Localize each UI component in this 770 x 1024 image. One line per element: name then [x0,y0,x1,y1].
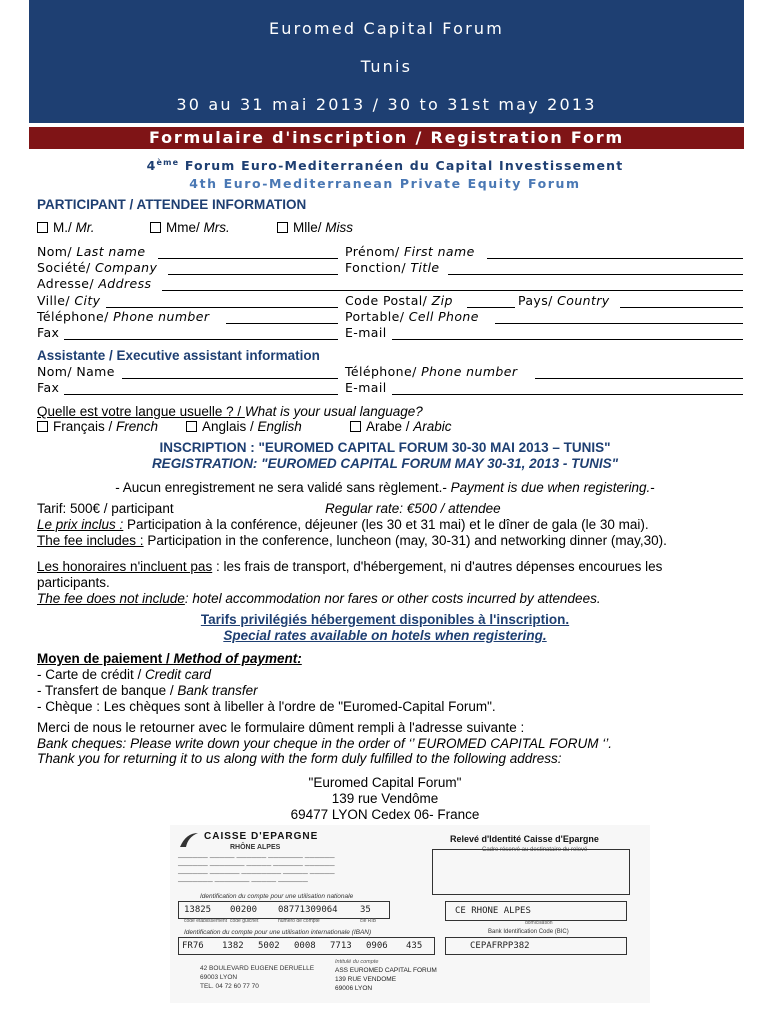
honoraires-line1: Les honoraires n'incluent pas : les frais de transport, d'hébergement, ni d'autres dépenses encourues les [37,559,663,574]
iban-part-6: 0906 [366,941,388,951]
bank-logo-sub: RHÔNE ALPES [230,844,281,851]
bank-small-print: ────── ───── ────── ─────── ────── ────── ─────── ───── ────── ────── ────── ────── ──────── ───── ───── ─────── ─────── ───── ────── [178,855,335,886]
bic-label: Bank Identification Code (BIC) [488,929,569,935]
checkbox-arabic[interactable] [350,421,361,432]
event-dates: 30 au 31 mai 2013 / 30 to 31st may 2013 [176,95,597,114]
label-title: Fonction/ Title [345,260,440,275]
label-fax: Fax [37,325,60,340]
label-first-name: Prénom/ First name [345,244,475,259]
rib-bank-code: 13825 [184,905,212,915]
language-question: Quelle est votre langue usuelle ? / What is your usual language? [37,404,423,419]
address-line3: 69477 LYON Cedex 06- France [290,807,480,822]
language-arabic[interactable]: Arabe / Arabic [350,419,452,434]
rib-account-number: 08771309064 [278,905,338,915]
honoraires-line2: participants. [37,575,110,590]
field-country[interactable] [620,307,743,308]
tarif-en: Regular rate: €500 / attendee [325,501,501,516]
field-title[interactable] [448,274,743,275]
label-phone: Téléphone/ Phone number [37,309,210,324]
field-assistant-phone[interactable] [535,378,743,379]
field-fax[interactable] [64,339,338,340]
iban-part-7: 435 [406,941,423,951]
field-email[interactable] [392,339,743,340]
rib-key: 35 [360,905,371,915]
domiciliation: CE RHONE ALPES [455,906,531,916]
language-english[interactable]: Anglais / English [186,419,302,434]
return-instruction-fr: Merci de nous le retourner avec le formulaire dûment rempli à l'adresse suivante : [37,720,525,735]
address-line1: "Euromed Capital Forum" [308,775,462,790]
field-assistant-name[interactable] [122,378,338,379]
assistant-section-title: Assistante / Executive assistant information [37,348,320,363]
special-rates: Special rates available on hotels when registering. [223,628,547,643]
holder-label: Intitulé du compte [335,959,379,965]
label-address: Adresse/ Address [37,276,152,291]
header-banner [29,0,744,123]
payment-bank-transfer: - Transfert de banque / Bank transfer [37,683,258,698]
bank-logo-text: CAISSE D'EPARGNE [204,831,319,842]
field-assistant-fax[interactable] [64,394,338,395]
forum-title-fr: 4ème Forum Euro-Mediterranéen du Capital Investissement [146,158,624,174]
checkbox-mrs[interactable] [150,222,161,233]
field-cell-phone[interactable] [495,323,743,324]
holder-line-2: 139 RUE VENDOME [335,976,397,983]
event-city: Tunis [360,57,413,76]
iban-part-2: 1382 [222,941,244,951]
rib-subtitle: Cadre réservé au destinataire du relevé [482,847,588,853]
event-title: Euromed Capital Forum [268,19,505,38]
iban-part-1: FR76 [182,941,204,951]
label-country: Pays/ Country [518,293,610,308]
iban-part-3: 5002 [258,941,280,951]
checkbox-mr[interactable] [37,222,48,233]
forum-title-en: 4th Euro-Mediterranean Private Equity Forum [189,176,581,191]
fee-not-include: The fee does not include: hotel accommodation nor fares or other costs incurred by attendees. [37,591,601,606]
payment-credit-card: - Carte de crédit / Credit card [37,667,212,682]
label-cell-phone: Portable/ Cell Phone [345,309,479,324]
rib-branch-code: 00200 [230,905,258,915]
ident-label: Identification du compte pour une utilisation nationale [200,893,354,900]
field-first-name[interactable] [487,258,743,259]
label-assistant-email: E-mail [345,380,387,395]
label-email: E-mail [345,325,387,340]
language-french[interactable]: Français / French [37,419,158,434]
civility-miss[interactable]: Mlle/ Miss [277,220,353,235]
agency-address-3: TEL. 04 72 60 77 70 [200,983,259,990]
label-city: Ville/ City [37,293,101,308]
label-assistant-fax: Fax [37,380,60,395]
prix-inclus: Le prix inclus : Participation à la conférence, déjeuner (les 30 et 31 mai) et le dîner de gala (le 30 mai). [37,517,649,532]
field-zip[interactable] [467,307,515,308]
holder-line-3: 69006 LYON [335,985,373,992]
tarifs-privileges: Tarifs privilégiés hébergement disponibles à l'inscription. [200,612,570,627]
bank-rib-image [170,825,650,1003]
domiciliation-label: domiciliation [525,920,553,926]
payment-cheque: - Chèque : Les chèques sont à libeller à l'ordre de "Euromed-Capital Forum". [37,699,496,714]
checkbox-miss[interactable] [277,222,288,233]
civility-mrs[interactable]: Mme/ Mrs. [150,220,230,235]
label-assistant-name: Nom/ Name [37,364,115,379]
tarif-fr: Tarif: 500€ / participant [37,501,174,516]
inscription-en: REGISTRATION: "EUROMED CAPITAL FORUM MAY 30-31, 2013 - TUNIS" [151,456,619,471]
holder-line-1: ASS EUROMED CAPITAL FORUM [335,967,437,974]
field-city[interactable] [106,307,338,308]
form-title: Formulaire d'inscription / Registration Form [29,127,744,149]
return-instruction-en2: Thank you for returning it to us along with the form duly fulfilled to the following address: [37,751,562,766]
field-company[interactable] [168,274,338,275]
fee-includes: The fee includes : Participation in the conference, luncheon (may, 30-31) and networking dinner (may,30). [37,533,667,548]
inscription-fr: INSCRIPTION : "EUROMED CAPITAL FORUM 30-30 MAI 2013 – TUNIS" [159,440,611,455]
rib-code-label-4: clé RIB [360,918,377,924]
field-assistant-email[interactable] [392,394,743,395]
label-company: Société/ Company [37,260,158,275]
payment-title: Moyen de paiement / Method of payment: [37,651,302,666]
return-instruction-en1: Bank cheques: Please write down your cheque in the order of ‘’ EUROMED CAPITAL FORUM ‘’. [37,736,612,751]
rib-code-label-1: code établissement [184,918,228,924]
rib-title: Relevé d'Identité Caisse d'Epargne [450,834,599,844]
rib-code-label-2: code guichet [230,918,259,924]
label-assistant-phone: Téléphone/ Phone number [345,364,518,379]
checkbox-english[interactable] [186,421,197,432]
field-last-name[interactable] [158,258,338,259]
bic-code: CEPAFRPP382 [470,941,530,951]
field-phone[interactable] [226,323,338,324]
agency-address-1: 42 BOULEVARD EUGENE DERUELLE [200,965,315,972]
rib-reserved-box [432,849,630,895]
field-address[interactable] [162,290,743,291]
civility-mr[interactable]: M./ Mr. [37,220,95,235]
iban-part-4: 0008 [294,941,316,951]
no-registration-note: - Aucun enregistrement ne sera validé sans règlement.- Payment is due when registering.- [115,480,655,495]
caisse-epargne-logo-icon [178,831,200,849]
agency-address-2: 69003 LYON [200,974,238,981]
iban-part-5: 7713 [330,941,352,951]
label-zip: Code Postal/ Zip [345,293,453,308]
rib-code-label-3: numéro de compte [278,918,320,924]
participant-section-title: PARTICIPANT / ATTENDEE INFORMATION [37,197,307,212]
address-line2: 139 rue Vendôme [331,791,439,806]
intl-label: Identification du compte pour une utilisation internationale (IBAN) [184,929,372,936]
checkbox-french[interactable] [37,421,48,432]
label-last-name: Nom/ Last name [37,244,146,259]
